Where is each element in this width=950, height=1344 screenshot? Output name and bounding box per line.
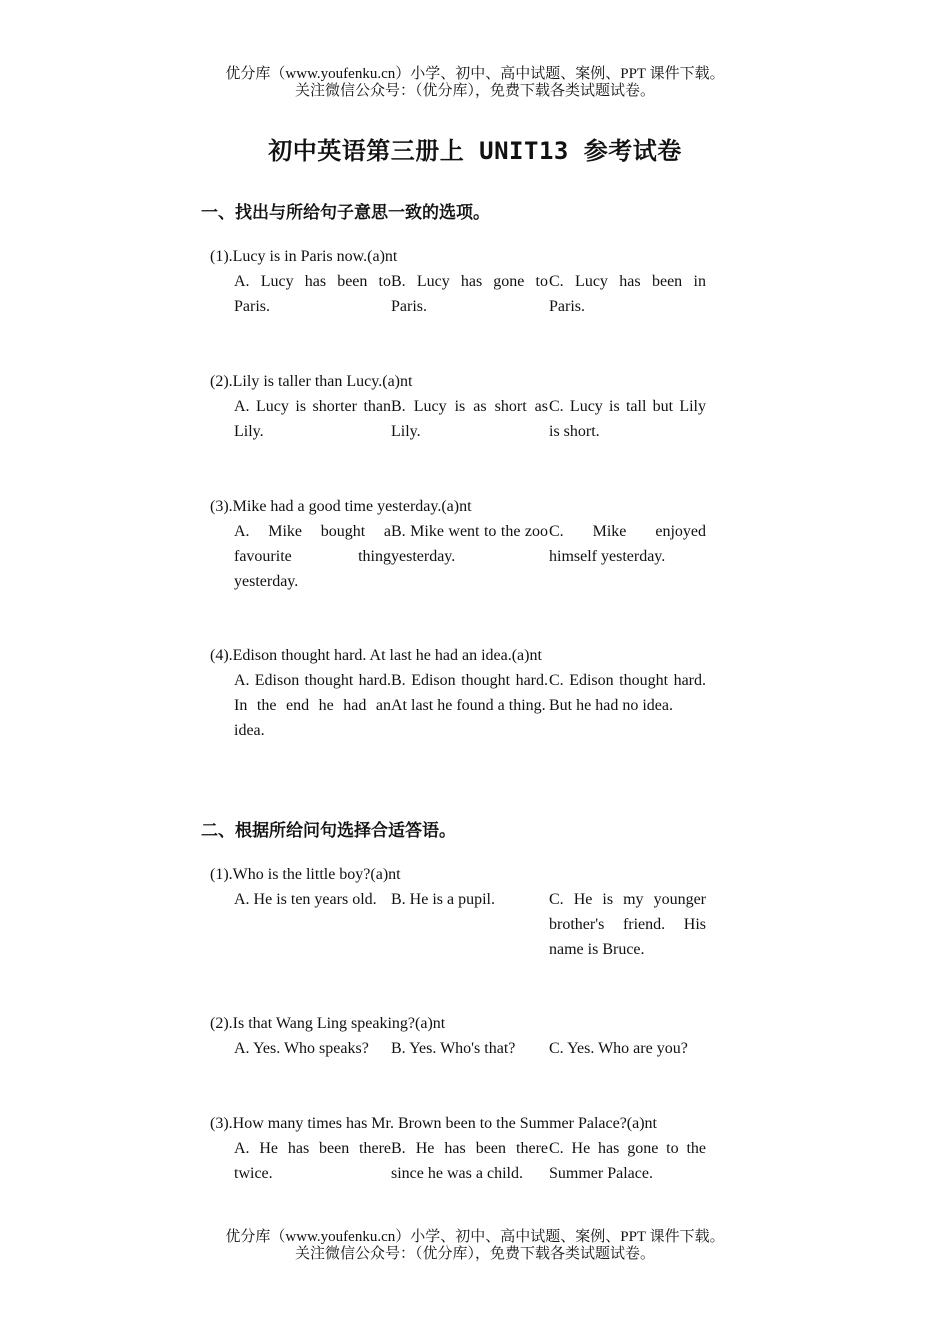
question-stem: (3).How many times has Mr. Brown been to the Summer Palace?(a)nt [210, 1115, 657, 1132]
section-2-title: 二、根据所给问句选择合适答语。 [201, 821, 456, 841]
question-2-1 [210, 862, 720, 958]
section-1-title: 一、找出与所给句子意思一致的选项。 [201, 203, 490, 223]
question-1-2 [210, 369, 720, 440]
option-a: A. He is ten years old. [234, 891, 377, 908]
option-a: A. Lucy has been to Paris. [234, 273, 391, 315]
option-b: B. He is a pupil. [391, 891, 495, 908]
option-b: B. Lucy has gone to Paris. [391, 273, 548, 315]
header-line-1: 优分库（www.youfenku.cn）小学、初中、高中试题、案例、PPT 课件下载。 [225, 66, 725, 82]
option-c: C. He is my younger brother's friend. His name is Bruce. [549, 891, 706, 958]
option-c: C. He has gone to the Summer Palace. [549, 1140, 706, 1182]
option-a: A. Edison thought hard. In the end he had an idea. [234, 672, 391, 739]
option-a: A. Lucy is shorter than Lily. [234, 398, 391, 440]
question-stem: (1).Who is the little boy?(a)nt [210, 866, 401, 883]
option-b: B. Yes. Who's that? [391, 1040, 516, 1057]
question-1-3 [210, 494, 720, 590]
option-c: C. Mike enjoyed himself yesterday. [549, 523, 706, 565]
header-line-2: 关注微信公众号：（优分库），免费下载各类试题试卷。 [294, 83, 655, 99]
option-b: B. Lucy is as short as Lily. [391, 398, 548, 440]
option-a: A. Mike bought a favourite thing yesterday. [234, 523, 391, 590]
question-stem: (2).Is that Wang Ling speaking?(a)nt [210, 1015, 446, 1032]
option-c: C. Lucy is tall but Lily is short. [549, 398, 706, 440]
option-c: C. Edison thought hard. But he had no idea. [549, 672, 706, 714]
footer-line-1: 优分库（www.youfenku.cn）小学、初中、高中试题、案例、PPT 课件下载。 [225, 1229, 725, 1245]
question-1-1 [210, 244, 720, 315]
option-c: C. Lucy has been in Paris. [549, 273, 706, 315]
question-2-2 [210, 1011, 720, 1057]
page-title: 初中英语第三册上 UNIT13 参考试卷 [268, 137, 682, 165]
option-b: B. Edison thought hard. At last he found a thing. [391, 672, 548, 714]
question-2-3 [210, 1111, 720, 1182]
question-stem: (1).Lucy is in Paris now.(a)nt [210, 248, 398, 265]
option-b: B. He has been there since he was a child. [391, 1140, 548, 1182]
page-footer [0, 1229, 950, 1263]
question-1-4 [210, 643, 720, 739]
option-c: C. Yes. Who are you? [549, 1040, 688, 1057]
option-a: A. Yes. Who speaks? [234, 1040, 369, 1057]
page-header [0, 66, 950, 100]
question-stem: (4).Edison thought hard. At last he had an idea.(a)nt [210, 647, 542, 664]
question-stem: (2).Lily is taller than Lucy.(a)nt [210, 373, 413, 390]
option-a: A. He has been there twice. [234, 1140, 391, 1182]
footer-line-2: 关注微信公众号：（优分库），免费下载各类试题试卷。 [294, 1246, 655, 1262]
question-stem: (3).Mike had a good time yesterday.(a)nt [210, 498, 472, 515]
option-b: B. Mike went to the zoo yesterday. [391, 523, 548, 565]
